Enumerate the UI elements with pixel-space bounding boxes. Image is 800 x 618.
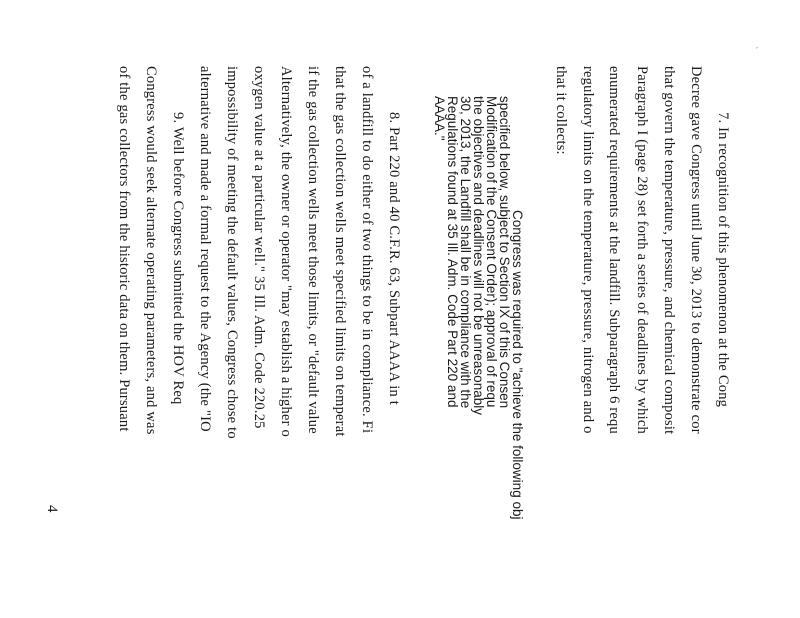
block-quote-line: Regulations found at 35 Ill. Adm. Code Part 220 and bbox=[445, 96, 460, 408]
body-line: enumerated requirements at the landfill. Subparagraph 6 requ bbox=[606, 66, 622, 434]
body-line: that it collects: bbox=[553, 66, 569, 155]
body-line: of the gas collectors from the historic data on them. Pursuant bbox=[116, 66, 132, 432]
body-line: 7. In recognition of this phenomenon at the Cong bbox=[715, 112, 731, 408]
body-line: Paragraph I (page 28) set forth a series of deadlines by which bbox=[634, 66, 650, 434]
body-line: alternative and made a formal request to the Agency (the "IO bbox=[197, 66, 213, 432]
body-line: of a landfill to do either of two things to be in compliance. Fi bbox=[359, 66, 375, 434]
scan-mark: ` bbox=[747, 46, 758, 50]
body-line: 9. Well before Congress submitted the HOV Req bbox=[170, 112, 186, 405]
block-quote-line: Congress was required to "achieve the following obj bbox=[510, 210, 525, 520]
body-line: Decree gave Congress until June 30, 2013 to demonstrate cor bbox=[688, 66, 704, 434]
body-line: 8. Part 220 and 40 C.F.R. 63, Subpart AAAA in t bbox=[386, 112, 402, 406]
block-quote-line: Modification of the Consent Order); approval of requ bbox=[484, 96, 499, 408]
body-line: if the gas collection wells meet those limits, or "default value bbox=[305, 66, 321, 434]
block-quote-line: specified below, subject to Section IX of this Consen bbox=[497, 96, 512, 409]
block-quote-line: the objectives and deadlines will not be unreasonably bbox=[471, 96, 486, 415]
body-line: oxygen value at a particular well." 35 Ill. Adm. Code 220.25 bbox=[251, 66, 267, 429]
body-line: regulatory limits on the temperature, pressure, nitrogen and o bbox=[580, 66, 596, 434]
block-quote-line: 30, 2013, the Landfill shall be in compliance with the bbox=[458, 96, 473, 409]
body-line: that the gas collection wells meet specified limits on temperat bbox=[332, 66, 348, 437]
body-line: Alternatively, the owner or operator "may establish a higher o bbox=[278, 66, 294, 437]
body-line: impossibility of meeting the default values, Congress chose to bbox=[224, 66, 240, 439]
block-quote-line: AAAA." bbox=[432, 96, 447, 141]
body-line: that govern the temperature, pressure, and chemical composit bbox=[661, 66, 677, 435]
body-line: Congress would seek alternate operating parameters, and was bbox=[143, 66, 159, 435]
page-number: 4 bbox=[44, 505, 60, 513]
